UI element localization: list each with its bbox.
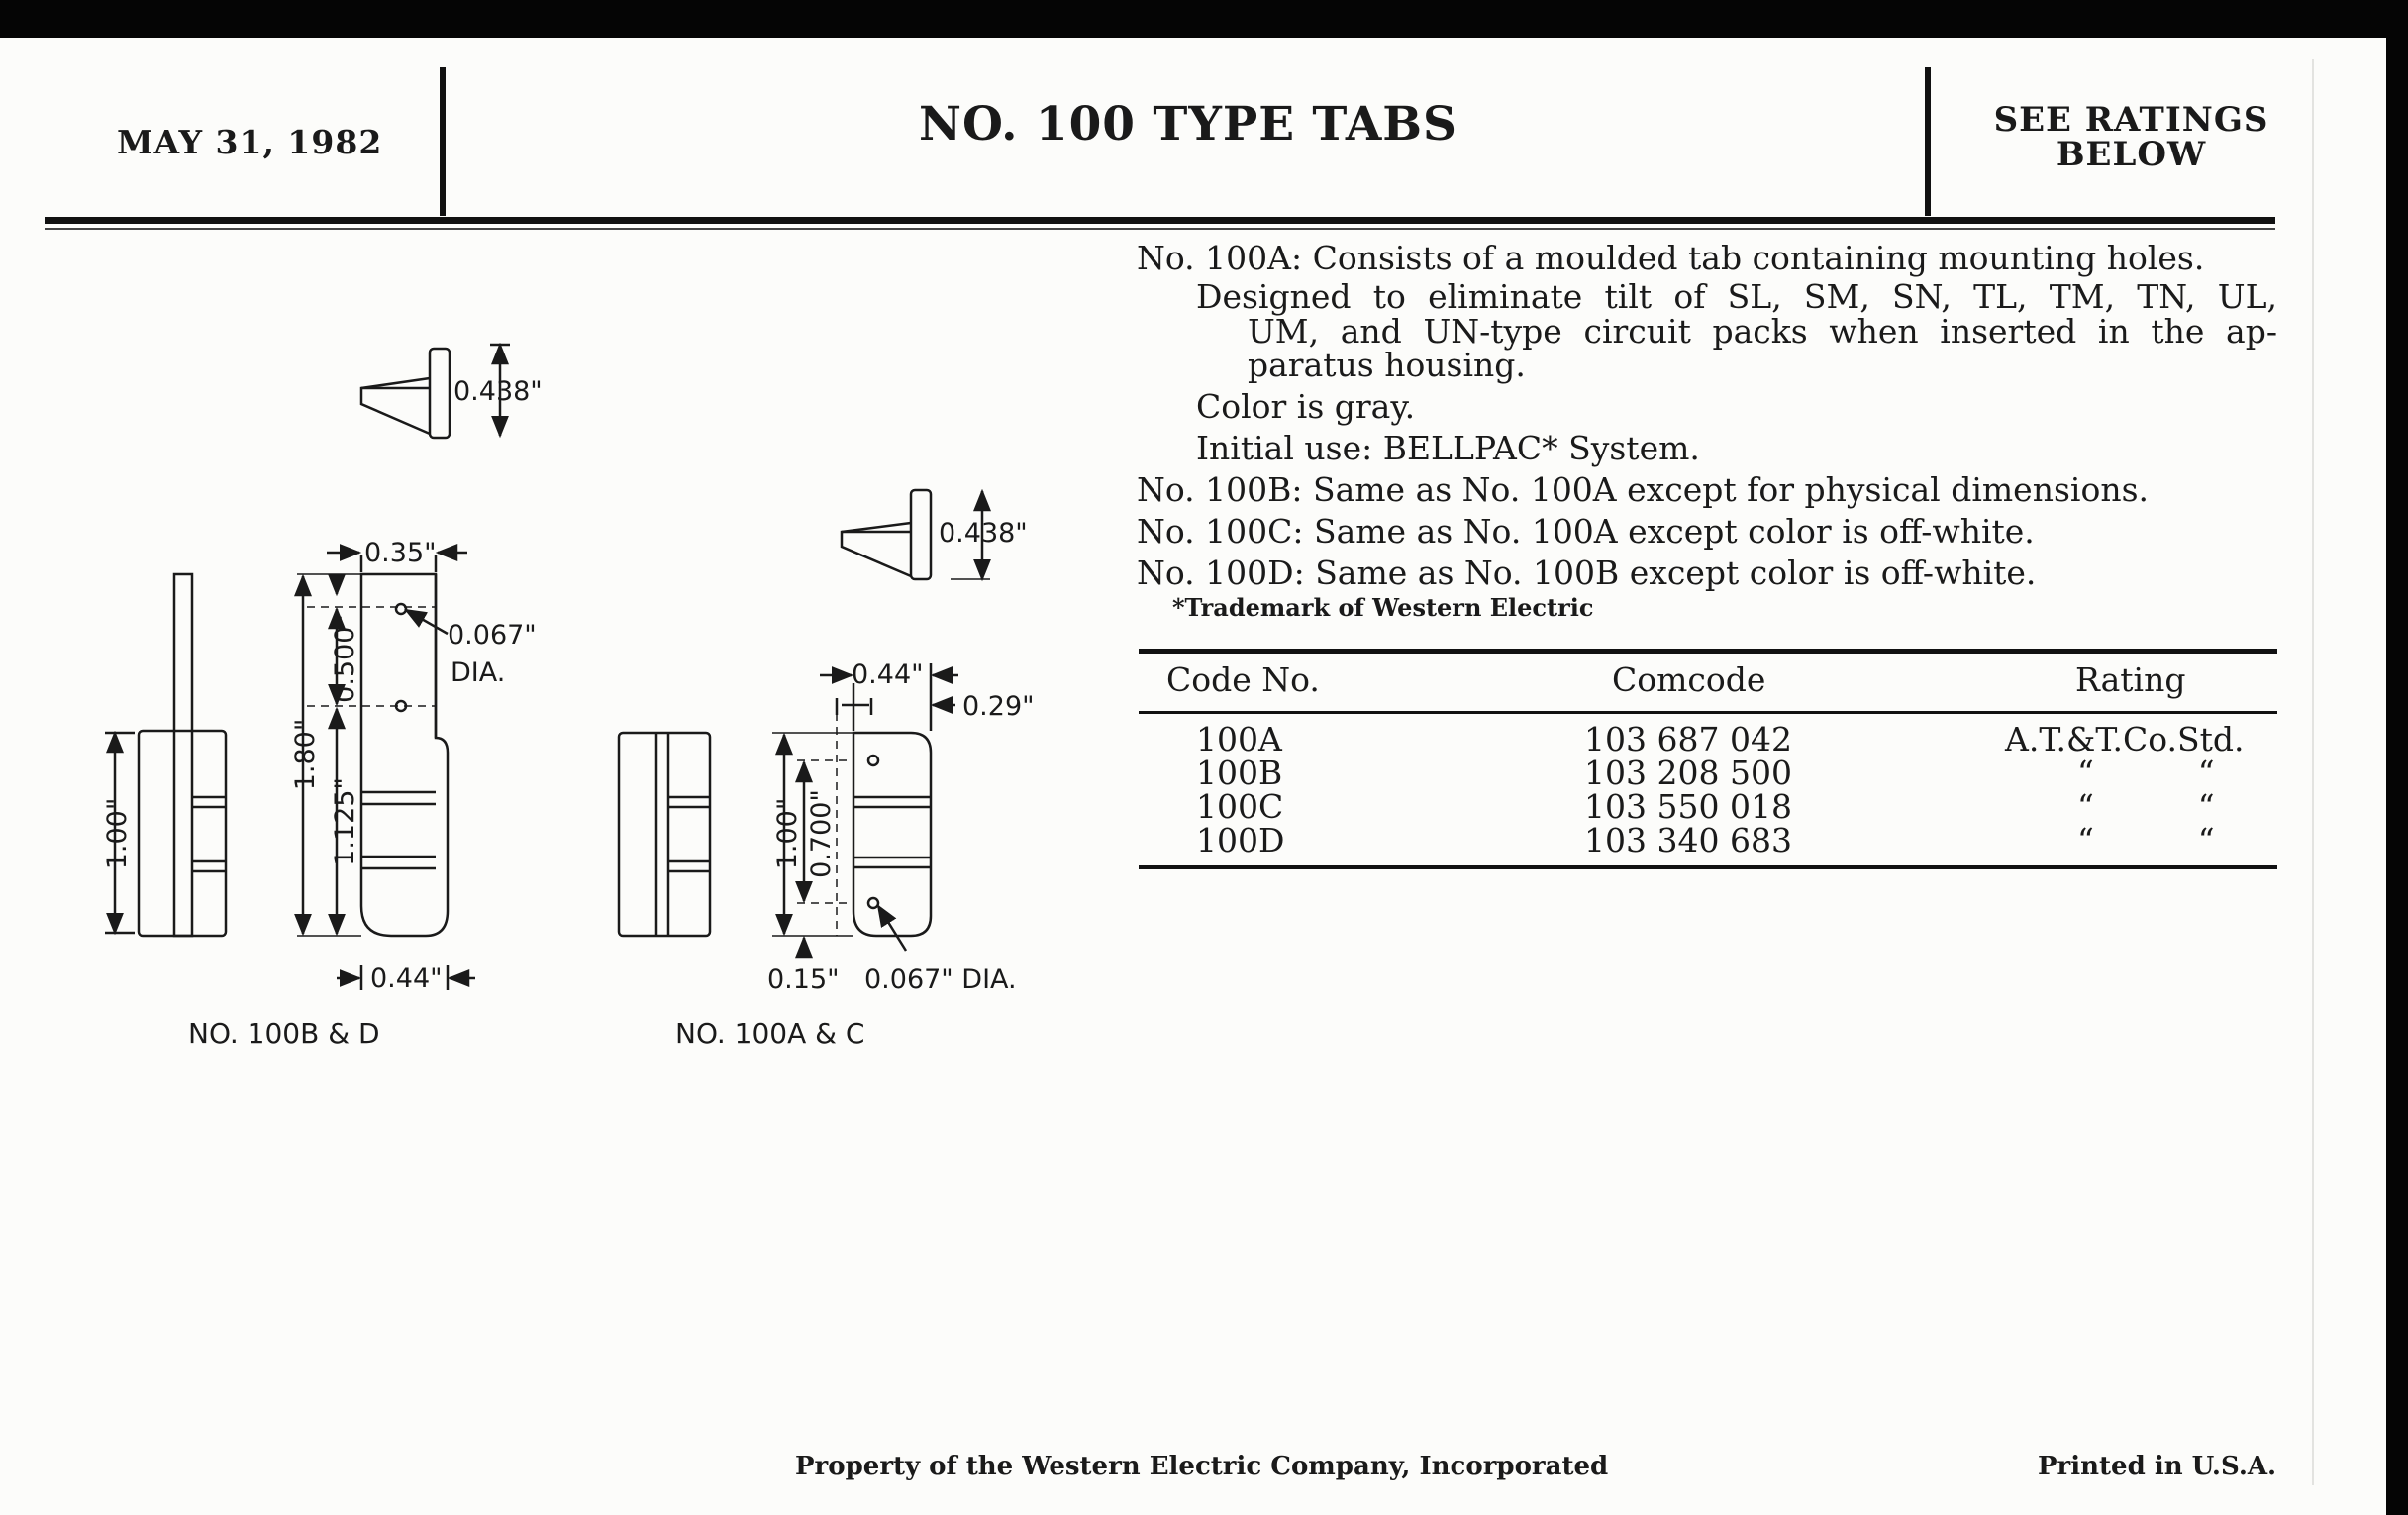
cell-comcode: 103 687 042 [1584,720,1792,758]
cell-comcode: 103 208 500 [1584,754,1792,792]
footer-property-note: Property of the Western Electric Company, Incorporated [795,1452,1609,1481]
footer-printed-note: Printed in U.S.A. [2038,1452,2277,1481]
desc-100c: No. 100C: Same as No. 100A except color is off-white. [1137,512,2035,551]
left-dim-lower-height: 1.125" [330,777,360,866]
left-dim-top-height: 0.438" [453,376,543,407]
technical-drawing [0,0,1139,1089]
desc-100a-initial: Initial use: BELLPAC* System. [1196,429,1700,467]
right-dim-width-offset: 0.29" [962,691,1035,722]
cell-rating: “ “ [2077,754,2215,792]
cell-code: 100D [1196,821,1285,859]
scan-border-right [2386,0,2408,1515]
col-header-comcode: Comcode [1612,660,1766,699]
desc-100d: No. 100D: Same as No. 100B except color is off-white. [1137,554,2037,592]
table-top-rule [1139,649,2277,654]
right-dim-overall-height: 1.00" [772,797,803,870]
left-dim-overall-height: 1.80" [290,718,321,791]
left-dim-hole-spacing: 0.500" [330,614,360,703]
right-dim-width-top: 0.44" [852,659,924,690]
right-dim-hole-spacing: 0.700" [806,789,837,878]
right-caption: NO. 100A & C [675,1017,865,1050]
left-dim-hole-dia: 0.067" [448,620,537,651]
right-dim-hole-dia: 0.067" DIA. [864,964,1017,995]
header-ratings-note [1936,100,2327,174]
table-row [1139,821,2277,859]
trademark-note: *Trademark of Western Electric [1172,593,1594,622]
ratings-line-1: SEE RATINGS [1993,100,2269,140]
cell-code: 100B [1196,754,1283,792]
left-dim-side-height: 1.00" [102,797,133,870]
desc-100a-designed-1: Designed to eliminate tilt of SL, SM, SN, TL, TM, TN, UL, [1196,277,2277,316]
table-header-rule [1139,711,2277,714]
description-block [1137,238,2277,622]
left-side-view [105,574,226,936]
desc-100b: No. 100B: Same as No. 100A except for physical dimensions. [1137,470,2150,509]
right-dim-bottom-offset: 0.15" [767,964,840,995]
table-row [1139,720,2277,758]
cell-comcode: 103 550 018 [1584,787,1792,826]
table-bottom-rule [1139,865,2277,869]
faint-column-rule [2312,59,2314,1485]
right-side-view [619,733,710,936]
col-header-rating: Rating [2075,660,2186,699]
ratings-line-2: BELOW [2056,135,2207,174]
header-date: MAY 31, 1982 [117,123,383,161]
cell-rating: “ “ [2077,787,2215,826]
left-dim-width-bottom: 0.44" [370,963,443,994]
desc-100a-color: Color is gray. [1196,387,1416,426]
left-dim-width-top: 0.35" [364,538,437,568]
table-row [1139,787,2277,826]
cell-code: 100A [1196,720,1282,758]
desc-100a: No. 100A: Consists of a moulded tab containing mounting holes. [1137,239,2205,277]
left-front-view [297,553,475,990]
col-header-code: Code No. [1166,660,1320,699]
page-title: NO. 100 TYPE TABS [919,97,1457,152]
cell-code: 100C [1196,787,1284,826]
right-dim-top-height: 0.438" [939,518,1028,549]
header-divider-right [1925,67,1931,216]
desc-100a-designed-2: UM, and UN-type circuit packs when inserted in the ap- [1248,312,2277,351]
cell-rating: A.T.&T.Co.Std. [2005,720,2245,758]
left-caption: NO. 100B & D [188,1017,380,1050]
desc-100a-designed-3: paratus housing. [1248,346,1526,384]
left-dim-hole-dia-label: DIA. [451,657,506,688]
table-row [1139,754,2277,792]
cell-comcode: 103 340 683 [1584,821,1792,859]
cell-rating: “ “ [2077,821,2215,859]
